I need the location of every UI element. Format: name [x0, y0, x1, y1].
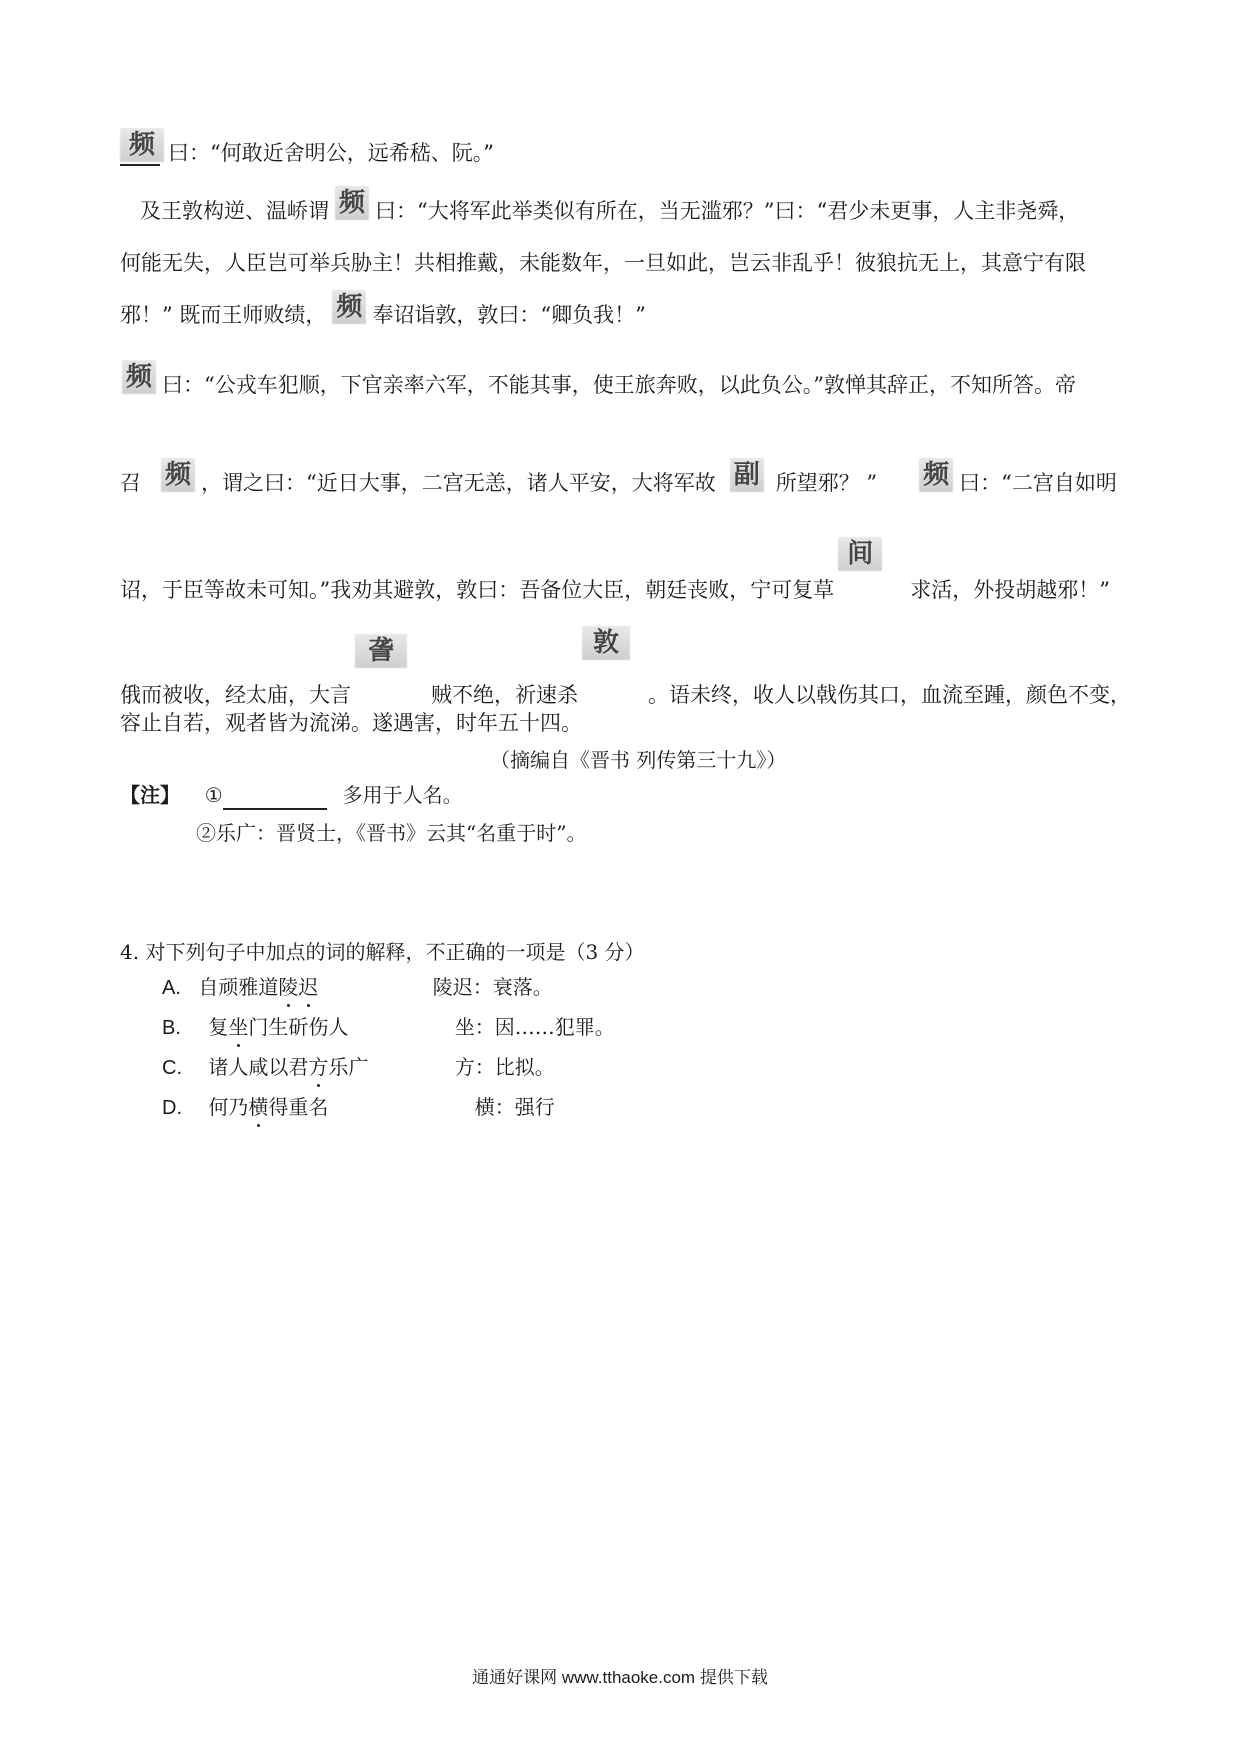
passage-line-9	[120, 708, 1130, 738]
dotted-word: 横	[248, 1092, 268, 1122]
passage-line-8	[120, 628, 1131, 710]
passage-line-2	[120, 186, 1130, 226]
passage-text: 所望邪？ ”	[775, 471, 878, 495]
glyph-image: 频	[333, 186, 371, 226]
option-gloss: 陵迟：衰落。	[432, 975, 553, 999]
glyph-image: 频	[120, 360, 158, 400]
page-footer: 通通好课网 www.tthaoke.com 提供下载	[472, 1668, 768, 1687]
note-1-prefix: ①	[204, 783, 223, 807]
dotted-word: 陵迟	[278, 975, 318, 999]
option-d	[162, 1092, 555, 1123]
passage-text: 曰：“公戎车犯顺，下官亲率六军，不能其事，使王旅奔败，以此负公。”敦惮其辞正，不知所答。帝	[162, 373, 1076, 397]
note-1	[120, 780, 463, 810]
glyph-image: 副	[722, 458, 772, 498]
passage-text: 。语未终，收人以戟伤其口，血流至踵，颜色不变，	[648, 683, 1131, 707]
option-letter: A.	[162, 977, 181, 999]
option-letter: B.	[162, 1017, 181, 1039]
passage-line-3	[120, 248, 1130, 278]
note-1-text: 多用于人名。	[342, 783, 463, 807]
option-gloss: 坐：因……犯罪。	[454, 1015, 615, 1039]
passage-text: 诏，于臣等故未可知。”我劝其避敦，敦曰：吾备位大臣，朝廷丧败，宁可复草	[120, 578, 835, 602]
passage-source: （摘编自《晋书 列传第三十九》）	[490, 748, 787, 772]
passage-text: 曰：“二宫自如明	[959, 471, 1117, 495]
passage-text: 贼不绝，祈速杀	[431, 683, 578, 707]
passage-text: 何能无失，人臣岂可举兵胁主！共相推戴，未能数年，一旦如此，岂云非乱乎！彼狼抗无上，其意宁有限	[120, 251, 1086, 275]
dotted-word: 方	[308, 1052, 328, 1082]
option-letter: C.	[162, 1057, 182, 1079]
option-phrase: 自顽雅道陵迟	[198, 972, 408, 1002]
glyph-image: 频	[120, 128, 164, 168]
passage-line-6	[120, 458, 1130, 498]
glyph-image: 敦	[580, 670, 640, 710]
glyph-image: 频	[330, 290, 368, 330]
option-b	[162, 1012, 615, 1043]
passage-text: ，谓之曰：“近日大事，二宫无恙，诸人平安，大将军故	[201, 471, 716, 495]
option-phrase: 复坐门生斫伤人	[198, 1012, 418, 1042]
option-phrase: 诸人咸以君方乐广	[198, 1052, 418, 1082]
passage-line-4	[120, 290, 1130, 330]
passage-text: 召	[120, 471, 141, 495]
option-phrase: 何乃横得重名	[198, 1092, 418, 1122]
passage-text: 容止自若，观者皆为流涕。遂遇害，时年五十四。	[120, 711, 582, 735]
passage-text: 曰：“何敢近舍明公，远希嵇、阮。”	[168, 141, 494, 165]
note-label: 【注】	[120, 783, 180, 807]
option-gloss: 方：比拟。	[454, 1055, 555, 1079]
glyph-image: 间	[836, 565, 902, 605]
passage-text: 求活，外投胡越邪！”	[910, 578, 1110, 602]
glyph-image: 频	[159, 458, 197, 498]
passage-text: 及王敦构逆、温峤谓	[140, 199, 329, 223]
note-1-blank	[223, 784, 327, 810]
glyph-image: 频	[917, 458, 955, 498]
option-gloss: 横：强行	[474, 1095, 555, 1119]
passage-text: 奉诏诣敦，敦曰：“卿负我！”	[372, 303, 646, 327]
passage-line-7	[120, 539, 1130, 605]
glyph-image: 詟	[353, 670, 423, 710]
passage-text: 俄而被收，经太庙，大言	[120, 683, 351, 707]
dotted-word: 坐	[228, 1012, 248, 1042]
passage-line-5	[120, 360, 1130, 400]
question-stem: 4. 对下列句子中加点的词的解释，不正确的一项是（3 分）	[120, 940, 645, 964]
passage-text: 曰：“大将军此举类似有所在，当无滥邪？”曰：“君少未更事，人主非尧舜，	[375, 199, 1080, 223]
passage-text: 邪！” 既而王师败绩，	[120, 303, 327, 327]
option-a	[162, 972, 553, 1003]
option-c	[162, 1052, 555, 1083]
passage-line-1	[120, 128, 1130, 168]
note-2: ②乐广：晋贤士，《晋书》云其“名重于时”。	[196, 821, 587, 845]
option-letter: D.	[162, 1097, 182, 1119]
